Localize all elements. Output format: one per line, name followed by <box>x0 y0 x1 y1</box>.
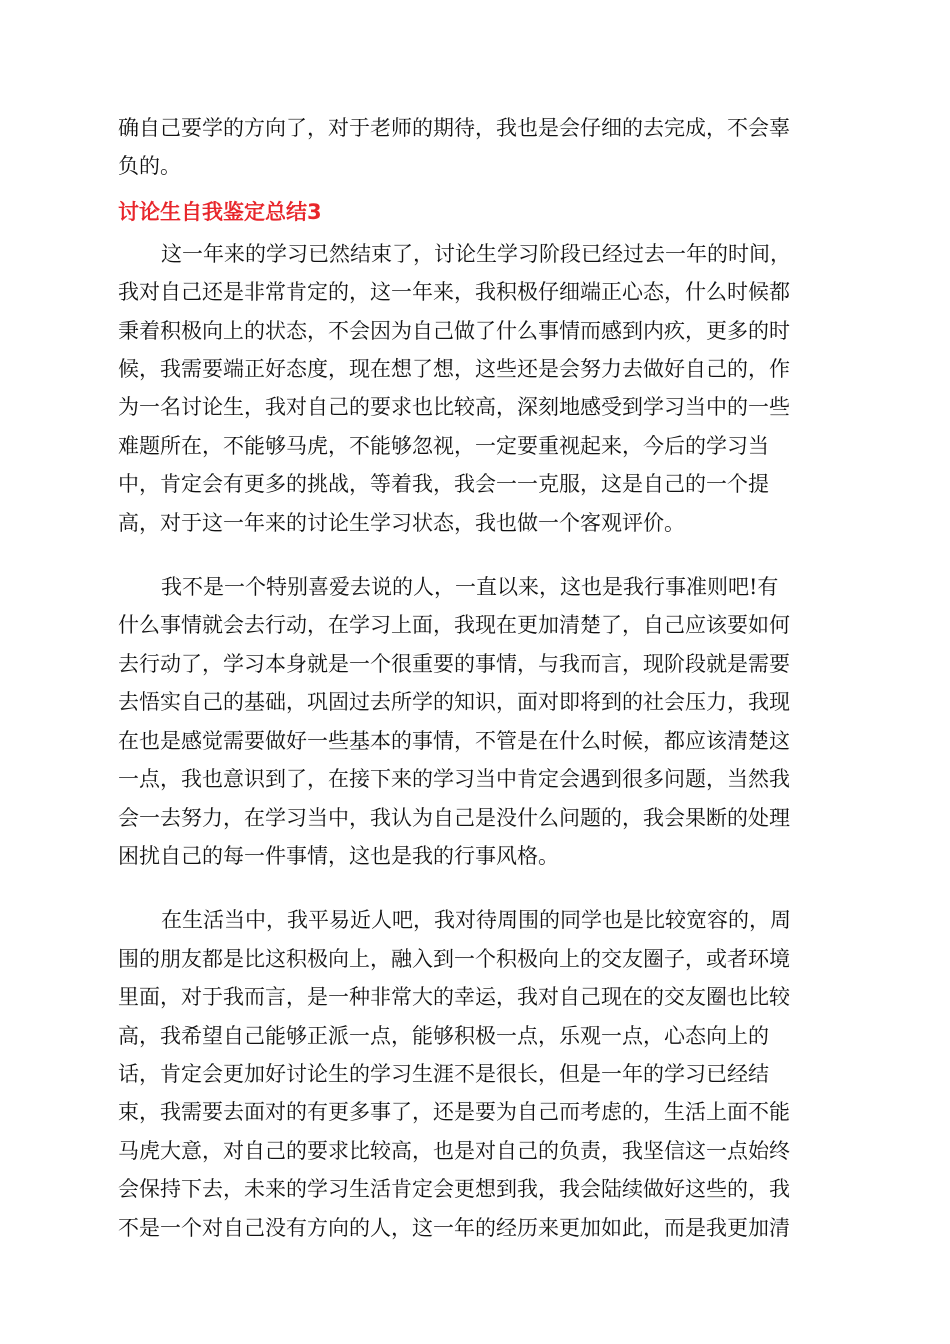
text-line: 高，我希望自己能够正派一点，能够积极一点，乐观一点，心态向上的 <box>118 1023 769 1048</box>
text-line: 会保持下去，未来的学习生活肯定会更想到我，我会陆续做好这些的，我 <box>118 1177 790 1202</box>
intro-paragraph <box>118 109 832 186</box>
text-line: 不是一个对自己没有方向的人，这一年的经历来更加如此，而是我更加清 <box>118 1215 790 1240</box>
text-line: 候，我需要端正好态度，现在想了想，这些还是会努力去做好自己的，作 <box>118 357 790 382</box>
text-line: 秉着积极向上的状态，不会因为自己做了什么事情而感到内疚，更多的时 <box>118 318 790 343</box>
text-line: 去行动了，学习本身就是一个很重要的事情，与我而言，现阶段就是需要 <box>118 651 790 676</box>
text-line: 去悟实自己的基础，巩固过去所学的知识，面对即将到的社会压力，我现 <box>118 690 790 715</box>
section-title: 讨论生自我鉴定总结3 <box>118 199 322 224</box>
text-line: 在也是感觉需要做好一些基本的事情，不管是在什么时候，都应该清楚这 <box>118 728 790 753</box>
text-line: 困扰自己的每一件事情，这也是我的行事风格。 <box>118 843 559 868</box>
text-line: 束，我需要去面对的有更多事了，还是要为自己而考虑的，生活上面不能 <box>118 1100 790 1125</box>
text-line: 一点，我也意识到了，在接下来的学习当中肯定会遇到很多问题，当然我 <box>118 767 790 792</box>
text-line: 确自己要学的方向了，对于老师的期待，我也是会仔细的去完成，不会辜 <box>118 116 790 140</box>
text-line: 会一去努力，在学习当中，我认为自己是没什么问题的，我会果断的处理 <box>118 805 790 830</box>
text-line: 围的朋友都是比这积极向上，融入到一个积极向上的交友圈子，或者环境 <box>118 946 790 971</box>
paragraph-1 <box>118 235 832 542</box>
text-line: 什么事情就会去行动，在学习上面，我现在更加清楚了，自己应该要如何 <box>118 613 790 638</box>
text-line: 这一年来的学习已然结束了，讨论生学习阶段已经过去一年的时间， <box>161 241 791 266</box>
text-line: 负的。 <box>118 154 181 179</box>
text-line: 高，对于这一年来的讨论生学习状态，我也做一个客观评价。 <box>118 510 685 535</box>
paragraph-gap <box>118 875 832 901</box>
text-line: 在生活当中，我平易近人吧，我对待周围的同学也是比较宽容的，周 <box>161 908 791 933</box>
document-page <box>118 109 832 1247</box>
text-line: 话，肯定会更加好讨论生的学习生涯不是很长，但是一年的学习已经结 <box>118 1061 769 1086</box>
text-line: 我不是一个特别喜爱去说的人，一直以来，这也是我行事准则吧!有 <box>161 575 779 600</box>
text-line: 中，肯定会有更多的挑战，等着我，我会一一克服，这是自己的一个提 <box>118 472 769 497</box>
paragraph-3 <box>118 901 832 1247</box>
text-line: 我对自己还是非常肯定的，这一年来，我积极仔细端正心态，什么时候都 <box>118 280 790 305</box>
paragraph-gap <box>118 542 832 568</box>
text-line: 难题所在，不能够马虎，不能够忽视，一定要重视起来，今后的学习当 <box>118 433 769 458</box>
paragraph-2 <box>118 568 832 875</box>
text-line: 马虎大意，对自己的要求比较高，也是对自己的负责，我坚信这一点始终 <box>118 1138 790 1163</box>
text-line: 里面，对于我而言，是一种非常大的幸运，我对自己现在的交友圈也比较 <box>118 985 790 1010</box>
text-line: 为一名讨论生，我对自己的要求也比较高，深刻地感受到学习当中的一些 <box>118 395 790 420</box>
